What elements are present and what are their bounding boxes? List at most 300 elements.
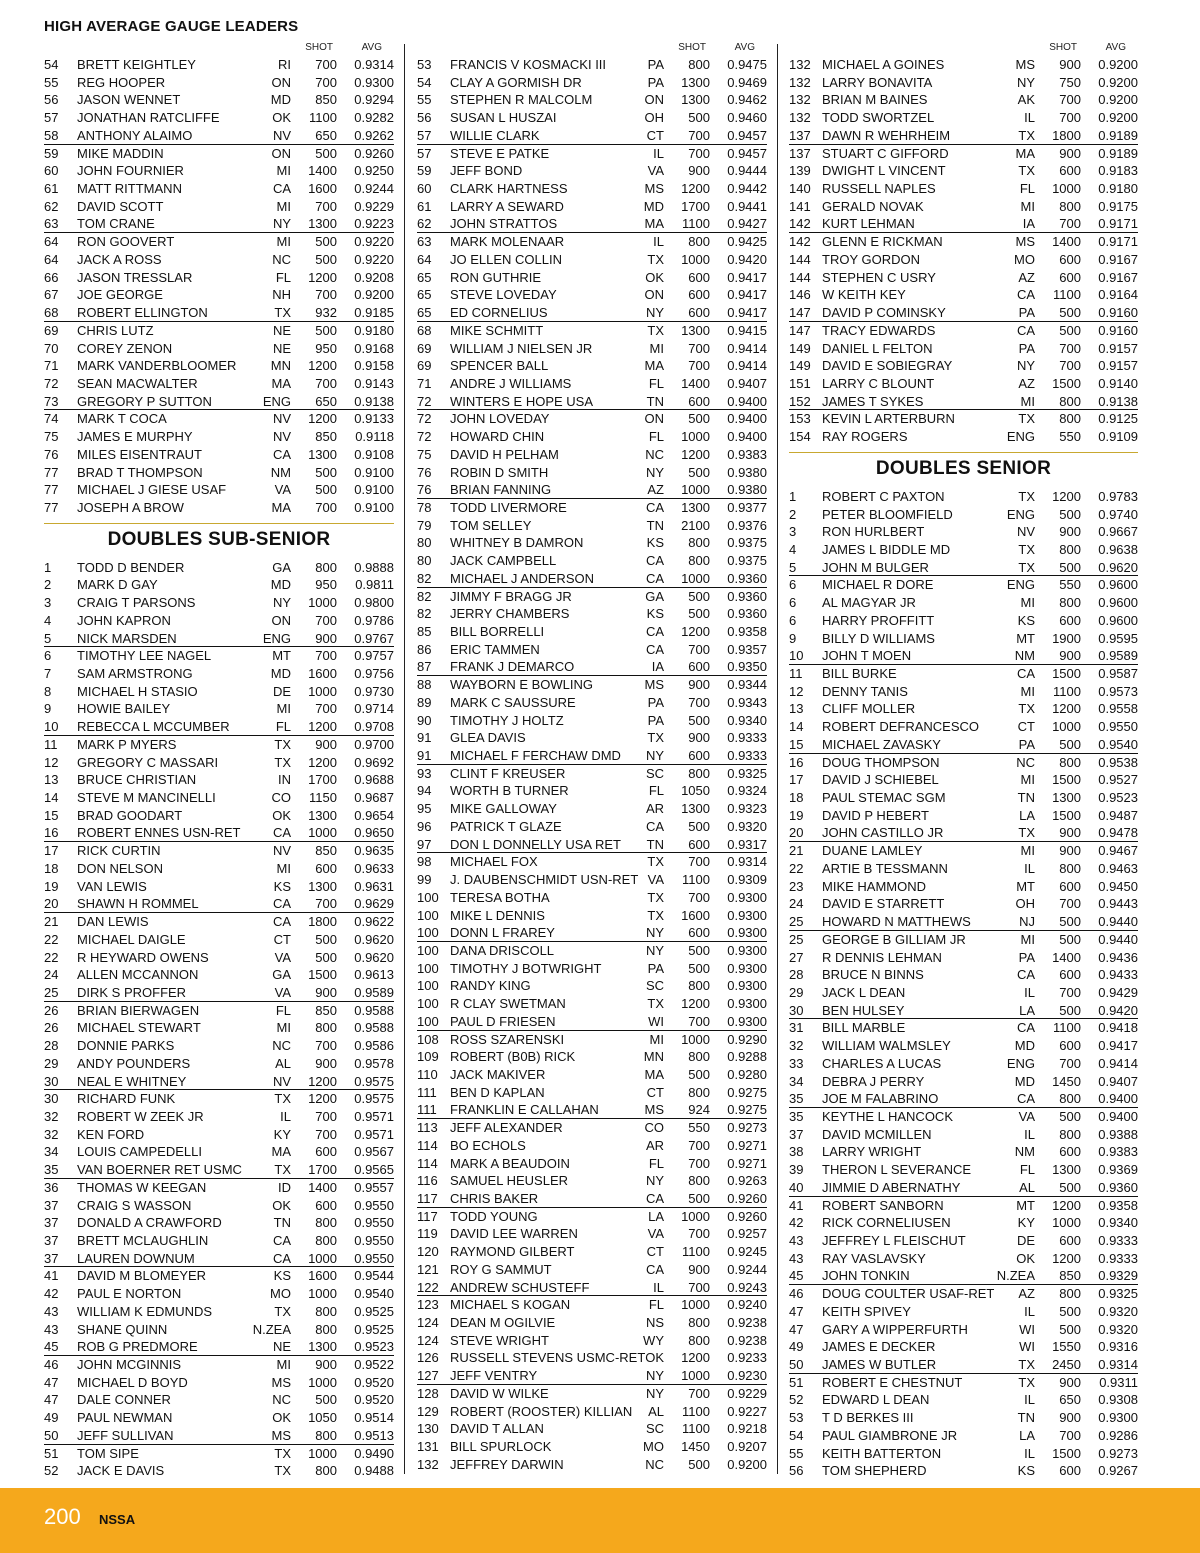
state: AL [275,1055,291,1071]
state: IL [653,1279,664,1295]
targets-shot: 800 [1059,860,1081,876]
rank: 72 [417,429,432,445]
state: NC [1016,754,1035,770]
shooter-name: TOM SIPE [77,1445,139,1461]
state: WI [1019,1321,1035,1337]
shooter-name: DAVID SCOTT [77,198,164,214]
rank: 75 [417,446,432,462]
state: TN [1017,790,1035,806]
shooter-name: ALLEN MCCANNON [77,967,199,983]
state: TX [1018,701,1035,717]
average: 0.9457 [727,127,767,143]
shooter-name: BILL MARBLE [822,1020,906,1036]
shooter-name: BILL SPURLOCK [450,1439,552,1455]
table-row [789,683,1138,701]
state: CA [272,181,291,197]
rank: 113 [417,1120,438,1136]
rank: 5 [44,630,52,646]
targets-shot: 1200 [308,269,337,285]
targets-shot: 800 [688,234,710,250]
state: FL [648,1155,664,1171]
table-row [789,1143,1138,1161]
rank: 98 [417,854,432,870]
state: NM [1014,648,1035,664]
table-row [789,594,1138,612]
table-row [417,145,767,163]
table-row [789,357,1138,375]
rank: 43 [789,1250,804,1266]
targets-shot: 500 [688,712,710,728]
average: 0.9638 [1098,541,1138,557]
table-row [417,481,767,499]
shooter-name: JOHN CASTILLO JR [822,825,944,841]
table-row [789,1285,1138,1303]
average: 0.9329 [1098,1268,1138,1284]
state: MT [1016,630,1035,646]
targets-shot: 600 [688,748,710,764]
average: 0.9200 [1098,74,1138,90]
table-row [44,931,394,949]
table-row [789,1002,1138,1020]
shooter-name: ROBERT W ZEEK JR [77,1108,204,1124]
shooter-name: SUSAN L HUSZAI [450,110,557,126]
rank: 82 [417,606,432,622]
average: 0.9243 [727,1279,767,1295]
table-row [789,1250,1138,1268]
rank: 70 [44,340,59,356]
targets-shot: 800 [1059,1286,1081,1302]
table-row [789,630,1138,648]
table-row [417,907,767,925]
table-row [417,410,767,428]
rank: 27 [789,949,804,965]
targets-shot: 500 [315,145,337,161]
table-row [44,1356,394,1374]
state: CO [644,1120,664,1136]
state: CA [645,499,664,515]
rank: 26 [44,1002,59,1018]
state: LA [1019,1427,1035,1443]
average: 0.9550 [354,1250,394,1266]
average: 0.9230 [727,1368,767,1384]
table-row [417,676,767,694]
average: 0.9415 [727,322,767,338]
state: CT [1017,719,1035,735]
rank: 60 [417,181,432,197]
targets-shot: 1000 [681,251,710,267]
state: NY [272,216,291,232]
targets-shot: 1200 [308,719,337,735]
shooter-name: BILLY D WILLIAMS [822,630,935,646]
table-row [789,215,1138,233]
targets-shot: 1200 [308,1091,337,1107]
shooter-name: STEVE M MANCINELLI [77,790,216,806]
average: 0.9380 [727,464,767,480]
state: FL [648,375,664,391]
table-row [789,860,1138,878]
table-row [44,251,394,269]
shooter-name: DAVID M BLOMEYER [77,1268,207,1284]
average: 0.9227 [727,1403,767,1419]
rank: 142 [789,216,811,232]
table-row [789,1267,1138,1285]
state: CA [645,641,664,657]
shooter-name: HOWARD CHIN [450,429,545,445]
average: 0.9490 [354,1445,394,1461]
rank: 91 [417,730,432,746]
shooter-name: J. DAUBENSCHMIDT USN-RET [450,872,639,888]
targets-shot: 900 [315,1357,337,1373]
targets-shot: 1600 [308,181,337,197]
shooter-name: GARY A WIPPERFURTH [822,1321,968,1337]
targets-shot: 700 [1059,896,1081,912]
shooter-name: JOHN TONKIN [822,1268,910,1284]
targets-shot: 1500 [1052,375,1081,391]
rank: 63 [417,234,432,250]
state: TX [1018,541,1035,557]
targets-shot: 500 [1059,914,1081,930]
targets-shot: 800 [688,553,710,569]
average: 0.9118 [355,429,394,445]
table-row [44,393,394,411]
state: TX [647,322,664,338]
targets-shot: 1000 [308,1445,337,1461]
targets-shot: 1300 [1052,790,1081,806]
targets-shot: 700 [688,854,710,870]
average: 0.9317 [727,836,767,852]
rank: 12 [789,683,804,699]
targets-shot: 500 [688,411,710,427]
targets-shot: 1100 [1053,287,1081,303]
targets-shot: 500 [688,464,710,480]
state: OK [272,807,291,823]
rank: 51 [44,1445,59,1461]
table-row [789,1161,1138,1179]
table-row [44,1037,394,1055]
table-row [44,375,394,393]
table-row [789,1462,1138,1480]
rank: 39 [789,1162,804,1178]
state: IL [280,1108,291,1124]
avg-header: AVG [734,42,755,53]
rank: 100 [417,996,439,1012]
average: 0.9888 [354,559,394,575]
table-row [44,198,394,216]
rank: 65 [417,305,432,321]
targets-shot: 1300 [681,499,710,515]
table-row [44,949,394,967]
average: 0.9571 [354,1126,394,1142]
rank: 132 [789,57,811,72]
average: 0.9462 [727,92,767,108]
table-row [789,665,1138,683]
state: ENG [1006,429,1035,445]
shooter-name: CLAY A GORMISH DR [450,74,582,90]
state: CA [272,914,291,930]
rank: 52 [789,1392,804,1408]
shooter-name: JOHN M BULGER [822,559,929,575]
rank: 43 [44,1303,59,1319]
targets-shot: 950 [315,340,337,356]
targets-shot: 700 [1059,984,1081,1000]
state: CT [646,127,664,143]
shooter-name: RUSSELL NAPLES [822,181,936,197]
section-title: DOUBLES SUB-SENIOR [107,528,331,550]
shooter-name: JEFFREY DARWIN [450,1456,564,1472]
targets-shot: 1100 [682,1421,710,1437]
table-row [789,1055,1138,1073]
rank: 31 [789,1020,804,1036]
shooter-name: MICHAEL J GIESE USAF [77,482,227,498]
targets-shot: 600 [315,1197,337,1213]
average: 0.9425 [727,234,767,250]
state: TX [274,1303,291,1319]
average: 0.9467 [1098,843,1138,859]
state: MO [270,1286,291,1302]
rank: 47 [789,1303,804,1319]
shooter-name: DIRK S PROFFER [77,984,187,1000]
targets-shot: 1700 [308,1162,337,1178]
shooter-name: DANA DRISCOLL [450,942,555,958]
rank: 74 [44,411,59,427]
table-row [44,612,394,630]
rank: 52 [44,1463,59,1479]
shooter-name: MIKE L DENNIS [450,907,545,923]
state: MI [276,1357,291,1373]
table-row [789,233,1138,251]
table-row [789,1019,1138,1037]
table-row [789,251,1138,269]
targets-shot: 1800 [1052,127,1081,143]
average: 0.9260 [354,145,394,161]
rank: 10 [44,719,59,735]
average: 0.9443 [1098,896,1138,912]
average: 0.9375 [727,535,767,551]
targets-shot: 700 [315,499,337,515]
rank: 13 [789,701,804,717]
targets-shot: 1300 [681,92,710,108]
average: 0.9240 [727,1297,767,1313]
targets-shot: 900 [1059,57,1081,72]
average: 0.9357 [727,641,767,657]
shooter-name: GREGORY P SUTTON [77,393,212,409]
rank: 111 [417,1084,437,1100]
table-row [44,1338,394,1356]
state: ON [271,74,291,90]
average: 0.9333 [1098,1250,1138,1266]
table-row [789,91,1138,109]
state: VA [647,163,664,179]
shooter-name: JASON TRESSLAR [77,269,193,285]
average: 0.9314 [727,854,767,870]
rank: 5 [789,559,797,575]
rank: 14 [44,790,59,806]
rank: 69 [44,322,59,338]
targets-shot: 1500 [1052,772,1081,788]
rank: 37 [789,1126,804,1142]
state: NY [645,925,664,941]
targets-shot: 550 [1059,577,1081,593]
average: 0.9407 [727,375,767,391]
table-row [417,605,767,623]
rank: 57 [44,110,59,126]
rank: 59 [417,163,432,179]
table-row [417,74,767,92]
state: CA [1016,1020,1035,1036]
state: IA [1022,216,1035,232]
average: 0.9286 [1098,1427,1138,1443]
shooter-name: CRAIG T PARSONS [77,595,196,611]
table-row [789,949,1138,967]
state: OK [272,1410,291,1426]
state: SC [645,1421,664,1437]
average: 0.9740 [1098,506,1138,522]
rank: 146 [789,287,811,303]
table-row [44,860,394,878]
rank: 111 [417,1102,437,1118]
shooter-name: MARK D GAY [77,577,158,593]
average: 0.9325 [1098,1286,1138,1302]
average: 0.9600 [1098,577,1138,593]
targets-shot: 750 [1059,74,1081,90]
average: 0.9783 [1098,488,1138,504]
table-row [789,428,1138,446]
targets-shot: 1300 [1052,1162,1081,1178]
table-row [44,410,394,428]
targets-shot: 700 [1059,92,1081,108]
average: 0.9267 [1098,1463,1138,1479]
average: 0.9588 [354,1020,394,1036]
average: 0.9369 [1098,1162,1138,1178]
state: NE [272,340,291,356]
state: NY [645,1173,664,1189]
targets-shot: 1550 [1052,1339,1081,1355]
rank: 66 [44,269,59,285]
table-row [44,789,394,807]
targets-shot: 800 [1059,754,1081,770]
table-row [417,1438,767,1456]
shooter-name: LOUIS CAMPEDELLI [77,1144,202,1160]
shooter-name: JOE M FALABRINO [822,1091,939,1107]
rank: 6 [44,648,52,664]
shooter-name: MATT RITTMANN [77,181,182,197]
targets-shot: 900 [688,163,710,179]
rank: 144 [789,269,811,285]
state: NV [272,411,291,427]
shooter-name: KEYTHE L HANCOCK [822,1108,953,1124]
targets-shot: 1000 [308,1374,337,1390]
average: 0.9420 [727,251,767,267]
state: AZ [1018,375,1035,391]
shooter-name: ROBERT ELLINGTON [77,305,208,321]
average: 0.9442 [727,181,767,197]
targets-shot: 700 [1059,1055,1081,1071]
table-row [789,198,1138,216]
rank: 124 [417,1315,439,1331]
table-row [789,1197,1138,1215]
rank: 128 [417,1385,439,1401]
shooter-name: SAM ARMSTRONG [77,666,193,681]
rank: 100 [417,978,439,994]
shooter-name: DON NELSON [77,860,163,876]
state: OK [1016,1250,1035,1266]
average: 0.9300 [727,907,767,923]
rank: 90 [417,712,432,728]
table-row [417,162,767,180]
targets-shot: 900 [1059,1374,1081,1390]
targets-shot: 1500 [308,967,337,983]
targets-shot: 850 [315,843,337,859]
average: 0.9620 [1098,559,1138,575]
rank: 22 [44,949,59,965]
state: IL [1024,860,1035,876]
state: KS [646,535,664,551]
table-row [44,718,394,736]
rank: 57 [417,127,432,143]
state: TX [647,251,664,267]
targets-shot: 800 [315,559,337,575]
average: 0.9600 [1098,595,1138,611]
targets-shot: 700 [688,358,710,374]
state: NM [1014,1144,1035,1160]
targets-shot: 600 [1059,251,1081,267]
targets-shot: 500 [1059,322,1081,338]
average: 0.9360 [727,570,767,586]
state: MI [1020,772,1035,788]
average: 0.9220 [354,251,394,267]
shooter-name: DWIGHT L VINCENT [822,163,946,179]
rank: 132 [789,74,811,90]
table-row [417,1403,767,1421]
average: 0.9220 [354,234,394,250]
targets-shot: 850 [315,429,337,445]
state: TN [273,1215,291,1231]
shooter-name: STEVE LOVEDAY [450,287,557,303]
rank: 73 [44,393,59,409]
rank: 2 [789,506,797,522]
targets-shot: 1500 [1052,1445,1081,1461]
state: CA [645,624,664,639]
state: AL [1019,1179,1035,1195]
shooter-name: LAUREN DOWNUM [77,1250,195,1266]
average: 0.9314 [1098,1357,1138,1373]
state: ENG [262,393,291,409]
rank: 132 [789,92,811,108]
shooter-name: PETER BLOOMFIELD [822,506,953,522]
average: 0.9300 [354,74,394,90]
shooter-name: BILL BURKE [822,666,897,681]
targets-shot: 900 [688,1261,710,1277]
state: MD [1014,1038,1035,1054]
shooter-name: DANIEL L FELTON [822,340,933,356]
targets-shot: 700 [688,889,710,905]
targets-shot: 900 [1059,145,1081,161]
shooter-name: DAVID H PELHAM [450,446,559,462]
state: CO [271,790,291,806]
targets-shot: 600 [688,269,710,285]
targets-shot: 600 [315,1144,337,1160]
average: 0.9238 [727,1332,767,1348]
shooter-name: DALE CONNER [77,1392,171,1408]
average: 0.9158 [354,358,394,374]
average: 0.9358 [727,624,767,639]
targets-shot: 800 [315,1321,337,1337]
average: 0.9420 [1098,1002,1138,1018]
rank: 69 [417,358,432,374]
targets-shot: 500 [1059,506,1081,522]
shooter-name: VAN BOERNER RET USMC [77,1162,242,1178]
average: 0.9290 [727,1031,767,1047]
